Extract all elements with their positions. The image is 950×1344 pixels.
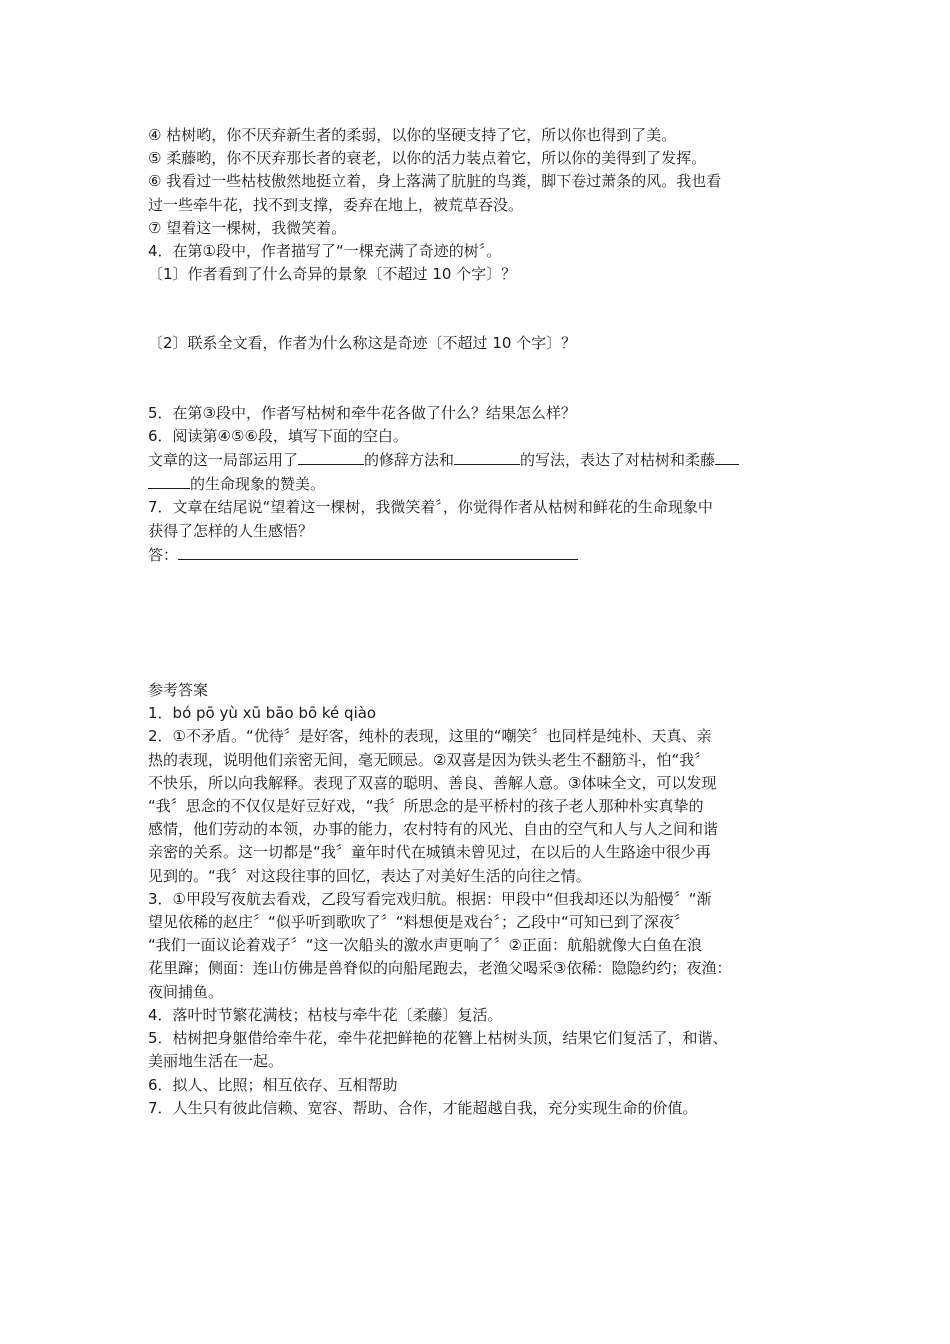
question-4: 4．在第①段中，作者描写了“一棵充满了奇迹的树〞。 [148, 242, 502, 261]
passage-paragraph-5: ⑤ 柔藤哟，你不厌弃那长者的衰老，以你的活力装点着它，所以你的美得到了发挥。 [148, 149, 707, 168]
answer-label: 答： [148, 545, 179, 564]
answer-7: 7．人生只有彼此信赖、宽容、帮助、合作，才能超越自我，充分实现生命的价值。 [148, 1098, 698, 1117]
answer-key-heading: 参考答案 [148, 681, 209, 700]
answer-space-4-2 [148, 356, 800, 402]
fill-blank-1[interactable] [298, 448, 364, 465]
answer-1: 1．bó pō yù xū bāo bō ké qiào [148, 704, 377, 723]
question-4-part-1: 〔1〕作者看到了什么奇异的景象〔不超过 10 个字〕？ [148, 265, 517, 284]
answer-5-line-2: 美丽地生活在一起。 [148, 1052, 284, 1071]
question-4-part-2: 〔2〕联系全文看，作者为什么称这是奇迹〔不超过 10 个字〕？ [148, 334, 577, 353]
fill-text-b: 的修辞方法和 [364, 451, 455, 470]
answer-3-line: 夜间捕鱼。 [148, 982, 224, 1001]
fill-blank-3[interactable] [715, 448, 739, 465]
question-7-line-2: 获得了怎样的人生感悟？ [148, 521, 314, 540]
answer-2-line: 热的表现，说明他们亲密无间，毫无顾忌。②双喜是因为铁头老生不翻筋斗，怕“我〞 [148, 750, 710, 769]
fill-text-d: 的生命现象的赞美。 [190, 475, 326, 494]
passage-paragraph-4: ④ 枯树哟，你不厌弃新生者的柔弱，以你的坚硬支持了它，所以你也得到了美。 [148, 126, 677, 144]
passage-paragraph-6-line-1: ⑥ 我看过一些枯枝傲然地挺立着，身上落满了肮脏的鸟粪，脚下卷过萧条的风。我也看 [148, 172, 722, 191]
question-6-fill-line-1 [148, 448, 800, 472]
answer-2-line: 见到的。“我〞对这段往事的回忆，表达了对美好生活的向往之情。 [148, 866, 591, 885]
question-6: 6．阅读第④⑤⑥段，填写下面的空白。 [148, 426, 408, 445]
answer-6: 6．拟人、比照；相互依存、互相帮助 [148, 1075, 398, 1094]
passage-paragraph-7: ⑦ 望着这一棵树，我微笑着。 [148, 218, 347, 237]
document-page [148, 124, 800, 1120]
question-5: 5．在第③段中，作者写枯树和牵牛花各做了什么？结果怎么样？ [148, 403, 576, 422]
passage-paragraph-6-line-2: 过一些牵牛花，找不到支撑，委弃在地上，被荒草吞没。 [148, 195, 524, 214]
answer-2-line: 不快乐，所以向我解释。表现了双喜的聪明、善良、善解人意。③体味全文，可以发现 [148, 773, 717, 792]
answer-4: 4．落叶时节繁花满枝；枯枝与牵牛花〔柔藤〕复活。 [148, 1005, 503, 1024]
answer-3-line: 3．①甲段写夜航去看戏，乙段写看完戏归航。根据：甲段中“但我却还以为船慢〞“渐 [148, 889, 712, 908]
answer-3-line: “我们一面议论着戏子〞“这一次船头的激水声更响了〞②正面：航船就像大白鱼在浪 [148, 936, 702, 955]
fill-text-c: 的写法，表达了对枯树和柔藤 [520, 451, 716, 470]
fill-text-a: 文章的这一局部运用了 [148, 451, 299, 470]
fill-blank-2[interactable] [454, 448, 520, 465]
question-7-line-1: 7．文章在结尾说“望着这一棵树，我微笑着〞，你觉得作者从枯树和鲜花的生命现象中 [148, 498, 713, 517]
answer-2-line: “我〞思念的不仅仅是好豆好戏，“我〞所思念的是平桥村的孩子老人那种朴实真挚的 [148, 797, 704, 816]
answer-2-line: 亲密的关系。这一切都是“我〞童年时代在城镇未曾见过，在以后的人生路途中很少再 [148, 843, 711, 862]
section-spacer [148, 567, 800, 679]
question-6-fill-line-2 [148, 472, 800, 496]
answer-5-line-1: 5．枯树把身躯借给牵牛花，牵牛花把鲜艳的花簪上枯树头顶，结果它们复活了，和谐、 [148, 1029, 728, 1048]
answer-blank[interactable] [178, 543, 578, 560]
answer-3-line: 花里蹿；侧面：连山仿佛是兽脊似的向船尾跑去，老渔父喝采③依稀：隐隐约约；夜渔： [148, 959, 732, 978]
fill-blank-3-cont[interactable] [148, 472, 190, 489]
answer-2-line: 2．①不矛盾。“优待〞是好客，纯朴的表现，这里的“嘲笑〞也同样是纯朴、天真、亲 [148, 727, 712, 746]
answer-3-line: 望见依稀的赵庄〞“似乎听到歌吹了〞“料想便是戏台〞；乙段中“可知已到了深夜〞 [148, 913, 689, 932]
answer-2-line: 感情，他们劳动的本领，办事的能力，农村特有的风光、自由的空气和人与人之间和谐 [148, 820, 719, 839]
answer-line-row [148, 543, 800, 567]
answer-space-4-1 [148, 286, 800, 332]
